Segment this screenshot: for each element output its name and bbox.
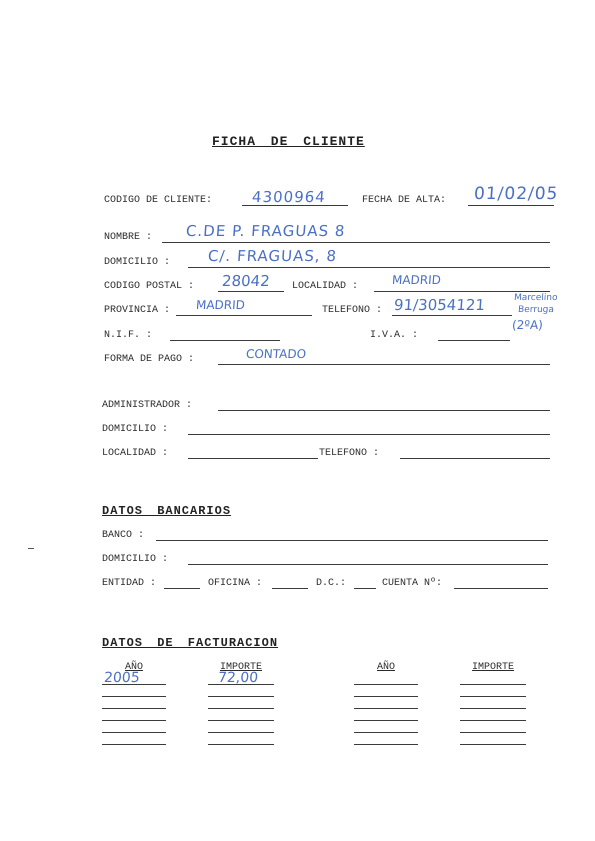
admin-telefono-line <box>400 458 550 459</box>
provincia-value[interactable]: MADRID <box>195 298 246 312</box>
codigo-postal-value[interactable]: 28042 <box>221 272 271 290</box>
nombre-label: NOMBRE : <box>104 232 153 243</box>
fact-line <box>354 720 418 721</box>
row1-importe-value[interactable]: 72,00 <box>217 670 259 686</box>
oficina-line <box>272 588 308 589</box>
fact-line <box>208 744 274 745</box>
telefono-note-line1: Marcelino <box>513 293 558 303</box>
fact-line <box>208 684 274 685</box>
fact-line <box>102 684 166 685</box>
fact-line <box>208 732 274 733</box>
codigo-cliente-value[interactable]: 4300964 <box>251 188 327 206</box>
fact-line <box>102 696 166 697</box>
nif-line <box>170 340 280 341</box>
fact-line <box>354 744 418 745</box>
admin-localidad-label: LOCALIDAD : <box>102 448 169 459</box>
nif-label: N.I.F. : <box>104 330 153 341</box>
provincia-label: PROVINCIA : <box>104 305 171 316</box>
col-importe-1-header: IMPORTE <box>219 662 262 673</box>
fact-line <box>354 708 418 709</box>
fact-line <box>460 720 526 721</box>
entidad-line <box>164 588 200 589</box>
localidad-value[interactable]: MADRID <box>391 273 442 287</box>
fecha-alta-value[interactable]: 01/02/05 <box>473 184 560 204</box>
domicilio-label: DOMICILIO : <box>104 257 171 268</box>
fact-line <box>460 708 526 709</box>
forma-pago-label: FORMA DE PAGO : <box>104 354 195 365</box>
codigo-postal-label: CODIGO POSTAL : <box>104 281 195 292</box>
datos-bancarios-title: DATOS BANCARIOS <box>102 504 232 518</box>
telefono-value[interactable]: 91/3054121 <box>393 296 486 314</box>
admin-localidad-line <box>188 458 318 459</box>
telefono-label: TELEFONO : <box>322 305 383 316</box>
banco-domicilio-label: DOMICILIO : <box>102 554 169 565</box>
banco-line <box>156 540 548 541</box>
forma-pago-value[interactable]: CONTADO <box>245 347 307 361</box>
banco-label: BANCO : <box>102 530 145 541</box>
nombre-value[interactable]: C.DE P. FRAGUAS 8 <box>185 222 347 240</box>
fact-line <box>208 708 274 709</box>
telefono-note-line2: Berruga <box>517 305 555 315</box>
localidad-line <box>374 291 550 292</box>
administrador-line <box>218 410 550 411</box>
cuenta-label: CUENTA Nº: <box>382 578 443 589</box>
admin-domicilio-label: DOMICILIO : <box>102 424 169 435</box>
fact-line <box>354 684 418 685</box>
fact-line <box>460 684 526 685</box>
fact-line <box>354 732 418 733</box>
localidad-label: LOCALIDAD : <box>292 281 359 292</box>
oficina-label: OFICINA : <box>208 578 263 589</box>
nombre-line <box>162 242 550 243</box>
admin-domicilio-line <box>188 434 550 435</box>
administrador-label: ADMINISTRADOR : <box>102 400 193 411</box>
provincia-line <box>176 315 312 316</box>
telefono-line <box>392 315 512 316</box>
telefono-note-line3: (2ºA) <box>511 318 544 332</box>
fecha-alta-line <box>468 205 554 206</box>
fact-line <box>102 720 166 721</box>
fact-line <box>460 696 526 697</box>
fact-line <box>208 720 274 721</box>
col-ano-1-header: AÑO <box>124 662 143 673</box>
codigo-postal-line <box>218 291 284 292</box>
forma-pago-line <box>218 364 550 365</box>
iva-line <box>438 340 510 341</box>
domicilio-value[interactable]: C/. FRAGUAS, 8 <box>207 247 338 265</box>
fact-line <box>102 732 166 733</box>
fact-line <box>102 708 166 709</box>
entidad-label: ENTIDAD : <box>102 578 157 589</box>
domicilio-line <box>188 267 550 268</box>
dc-line <box>354 588 376 589</box>
dc-label: D.C.: <box>316 578 347 589</box>
form-title: FICHA DE CLIENTE <box>212 134 365 149</box>
fact-line <box>354 696 418 697</box>
col-ano-2-header: AÑO <box>376 662 395 673</box>
codigo-cliente-label: CODIGO DE CLIENTE: <box>104 195 213 206</box>
fact-line <box>460 732 526 733</box>
scan-mark <box>28 548 34 549</box>
fact-line <box>208 696 274 697</box>
banco-domicilio-line <box>188 564 548 565</box>
col-importe-2-header: IMPORTE <box>471 662 514 673</box>
fecha-alta-label: FECHA DE ALTA: <box>362 195 447 206</box>
admin-telefono-label: TELEFONO : <box>319 448 380 459</box>
datos-facturacion-title: DATOS DE FACTURACION <box>102 636 279 650</box>
row1-ano-value[interactable]: 2005 <box>103 670 141 686</box>
fact-line <box>102 744 166 745</box>
iva-label: I.V.A. : <box>370 330 419 341</box>
fact-line <box>460 744 526 745</box>
cuenta-line <box>454 588 548 589</box>
